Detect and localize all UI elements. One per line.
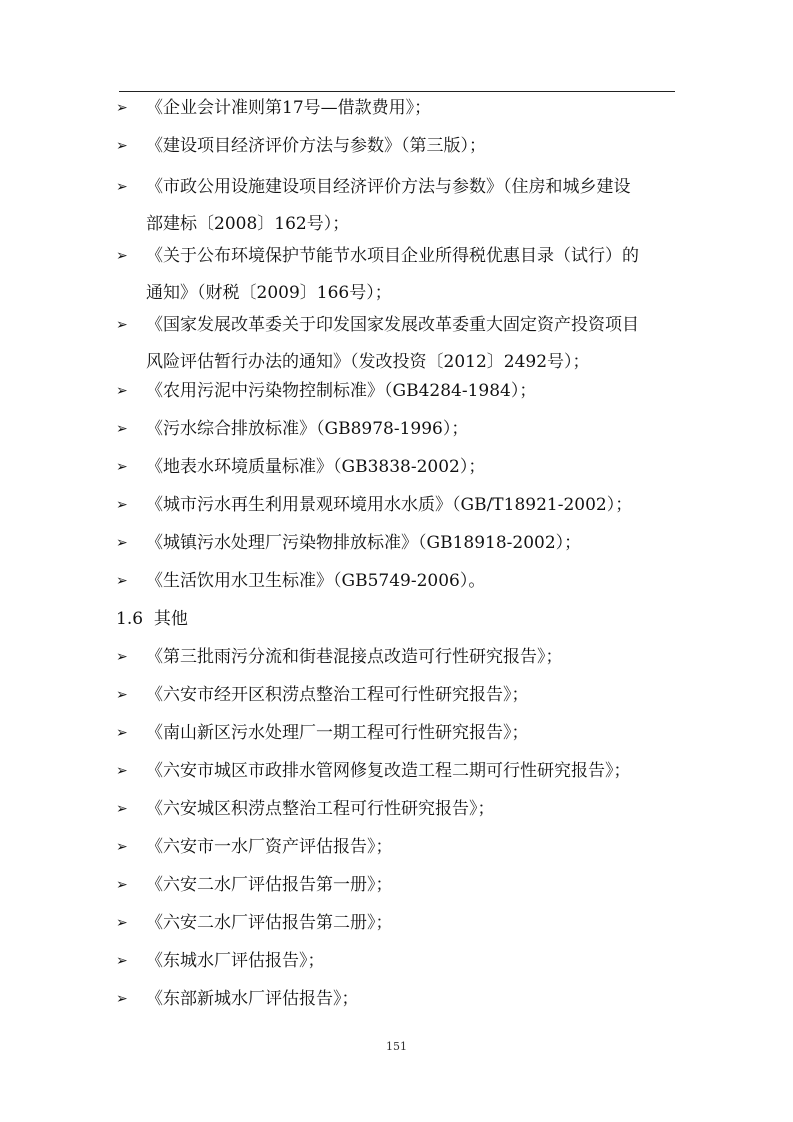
list-item-text: 《地表水环境质量标准》（GB3838-2002）； [146,457,486,477]
arrow-bullet-icon: ➢ [116,248,128,264]
list-item-text: 《建设项目经济评价方法与参数》（第三版）； [146,136,486,156]
list-item-text: 《六安市一水厂资产评估报告》； [146,837,393,857]
list-item-text: 《国家发展改革委关于印发国家发展改革委重大固定资产投资项目 [146,315,639,335]
arrow-bullet-icon: ➢ [116,725,128,741]
arrow-bullet-icon: ➢ [116,573,128,589]
arrow-bullet-icon: ➢ [116,179,128,195]
arrow-bullet-icon: ➢ [116,991,128,1007]
arrow-bullet-icon: ➢ [116,687,128,703]
list-item-text: 《生活饮用水卫生标准》（GB5749-2006）。 [146,571,486,591]
arrow-bullet-icon: ➢ [116,138,128,154]
arrow-bullet-icon: ➢ [116,649,128,665]
arrow-bullet-icon: ➢ [116,497,128,513]
list-item-text: 《东城水厂评估报告》； [146,951,325,971]
arrow-bullet-icon: ➢ [116,801,128,817]
list-item-text: 《城镇污水处理厂污染物排放标准》（GB18918-2002）； [146,533,582,553]
arrow-bullet-icon: ➢ [116,421,128,437]
arrow-bullet-icon: ➢ [116,459,128,475]
arrow-bullet-icon: ➢ [116,915,128,931]
list-item-text: 《农用污泥中污染物控制标准》（GB4284-1984）； [146,381,537,401]
list-item-text: 《六安城区积涝点整治工程可行性研究报告》； [146,799,495,819]
section-number: 1.6 [116,609,144,629]
list-item-text-continued: 通知》（财税〔2009〕166号）； [146,283,392,303]
section-heading [116,603,188,635]
arrow-bullet-icon: ➢ [116,100,128,116]
list-item-text: 《第三批雨污分流和街巷混接点改造可行性研究报告》； [146,647,563,667]
arrow-bullet-icon: ➢ [116,317,128,333]
arrow-bullet-icon: ➢ [116,839,128,855]
list-item-text-continued: 风险评估暂行办法的通知》（发改投资〔2012〕2492号）； [146,352,590,372]
list-item-text: 《市政公用设施建设项目经济评价方法与参数》（住房和城乡建设 [146,177,631,197]
list-item-text: 《六安市经开区积涝点整治工程可行性研究报告》； [146,685,529,705]
list-item-text: 《南山新区污水处理厂一期工程可行性研究报告》； [146,723,529,743]
list-item-text: 《企业会计准则第17号—借款费用》； [146,98,432,118]
list-item-text: 《六安二水厂评估报告第二册》； [146,913,393,933]
list-item-text: 《六安市城区市政排水管网修复改造工程二期可行性研究报告》； [146,761,631,781]
arrow-bullet-icon: ➢ [116,763,128,779]
list-item-text-continued: 部建标〔2008〕162号）； [146,214,350,234]
arrow-bullet-icon: ➢ [116,535,128,551]
arrow-bullet-icon: ➢ [116,877,128,893]
list-item-text: 《关于公布环境保护节能节水项目企业所得税优惠目录（试行）的 [146,246,639,266]
list-item-text: 《城市污水再生利用景观环境用水水质》（GB/T18921-2002）； [146,495,633,515]
arrow-bullet-icon: ➢ [116,383,128,399]
section-title: 其他 [153,609,188,629]
page-number: 151 [386,1040,407,1053]
arrow-bullet-icon: ➢ [116,953,128,969]
list-item-text: 《污水综合排放标准》（GB8978-1996）； [146,419,469,439]
list-item-text: 《东部新城水厂评估报告》； [146,989,359,1009]
list-item-text: 《六安二水厂评估报告第一册》； [146,875,393,895]
